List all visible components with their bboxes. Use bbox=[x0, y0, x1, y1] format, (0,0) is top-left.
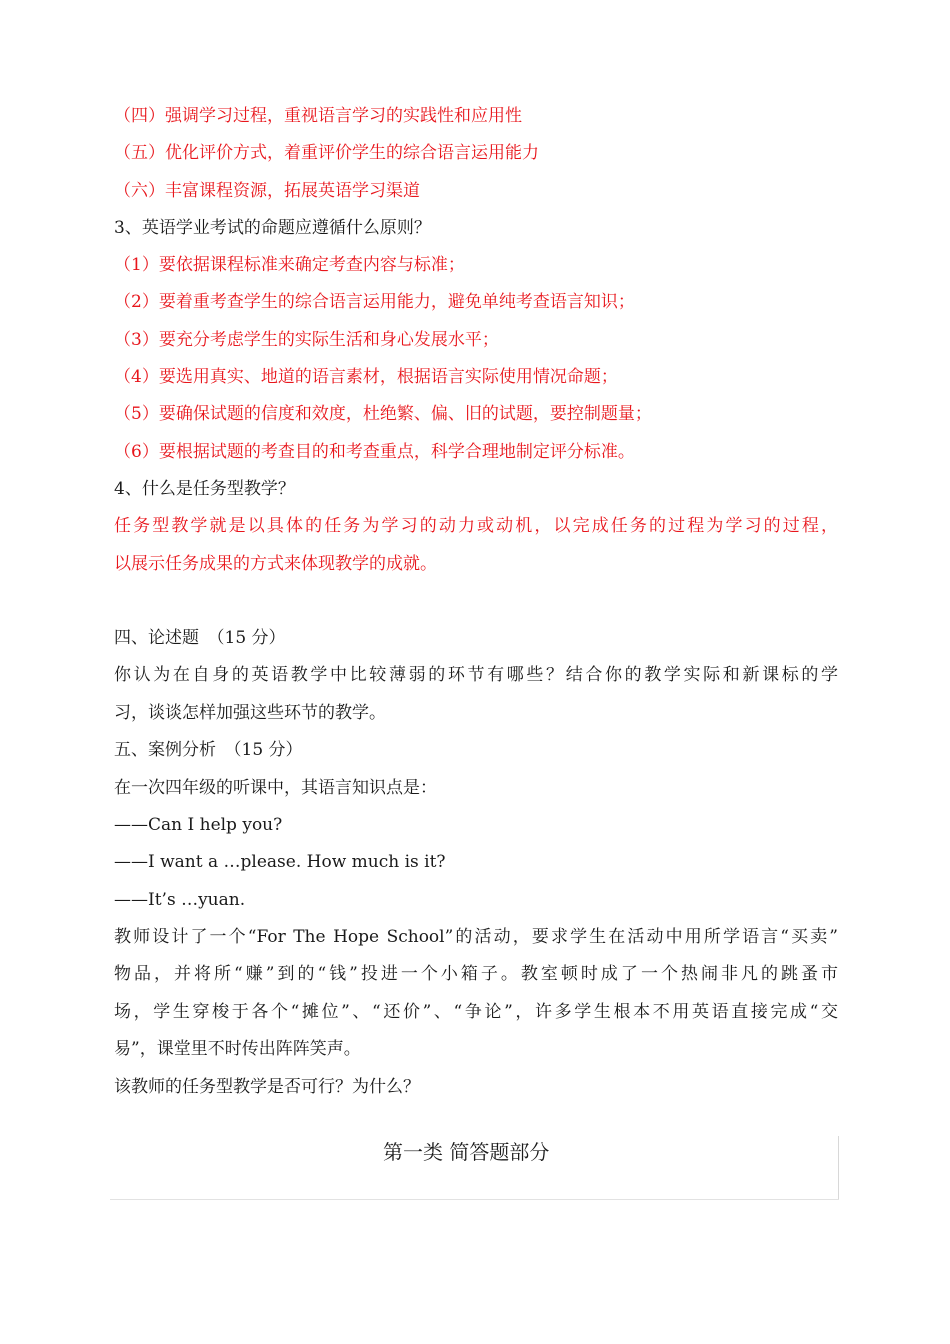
case-paragraph-line-2: 物品，并将所“赚”到的“钱”投进一个小箱子。教室顿时成了一个热闹非凡的跳蚤市 bbox=[114, 964, 838, 984]
principle-2: （2）要着重考查学生的综合语言运用能力，避免单纯考查语言知识； bbox=[114, 292, 635, 312]
list-item-6-enrich-resources: （六）丰富课程资源，拓展英语学习渠道 bbox=[114, 181, 420, 201]
dialogue-line-2: ——I want a …please. How much is it? bbox=[114, 852, 446, 872]
case-paragraph-line-4: 易”，课堂里不时传出阵阵笑声。 bbox=[114, 1039, 361, 1059]
section-5-title: 五、案例分析 （15 分） bbox=[114, 740, 303, 760]
list-item-5-optimize-evaluation: （五）优化评价方式，着重评价学生的综合语言运用能力 bbox=[114, 143, 539, 163]
case-paragraph-line-1: 教师设计了一个“For The Hope School”的活动，要求学生在活动中用所学语言“买卖” bbox=[114, 927, 838, 947]
principle-6: （6）要根据试题的考查目的和考查重点，科学合理地制定评分标准。 bbox=[114, 442, 635, 462]
dialogue-line-3: ——It’s …yuan. bbox=[114, 890, 246, 910]
table-border-bottom bbox=[110, 1199, 839, 1200]
case-paragraph-line-3: 场，学生穿梭于各个“摊位”、“还价”、“争论”，许多学生根本不用英语直接完成“交 bbox=[114, 1002, 838, 1022]
answer-4-line-2: 以展示任务成果的方式来体现教学的成就。 bbox=[114, 554, 437, 574]
section-heading: 第一类 简答题部分 bbox=[383, 1140, 550, 1164]
case-question: 该教师的任务型教学是否可行？为什么？ bbox=[114, 1077, 420, 1097]
question-4: 4、什么是任务型教学？ bbox=[114, 479, 295, 499]
dialogue-line-1: ——Can I help you? bbox=[114, 815, 283, 835]
table-border-right bbox=[838, 1136, 839, 1200]
answer-4-line-1: 任务型教学就是以具体的任务为学习的动力或动机，以完成任务的过程为学习的过程， bbox=[114, 516, 838, 536]
principle-4: （4）要选用真实、地道的语言素材，根据语言实际使用情况命题； bbox=[114, 367, 618, 387]
essay-question-line-2: 习，谈谈怎样加强这些环节的教学。 bbox=[114, 703, 386, 723]
principle-1: （1）要依据课程标准来确定考查内容与标准； bbox=[114, 255, 465, 275]
case-intro: 在一次四年级的听课中，其语言知识点是： bbox=[114, 778, 437, 798]
principle-3: （3）要充分考虑学生的实际生活和身心发展水平； bbox=[114, 330, 499, 350]
question-3: 3、英语学业考试的命题应遵循什么原则？ bbox=[114, 218, 431, 238]
section-4-title: 四、论述题 （15 分） bbox=[114, 628, 286, 648]
principle-5: （5）要确保试题的信度和效度，杜绝繁、偏、旧的试题，要控制题量； bbox=[114, 404, 652, 424]
list-item-4-emphasize-process: （四）强调学习过程，重视语言学习的实践性和应用性 bbox=[114, 106, 522, 126]
essay-question-line-1: 你认为在自身的英语教学中比较薄弱的环节有哪些？结合你的教学实际和新课标的学 bbox=[114, 665, 838, 685]
